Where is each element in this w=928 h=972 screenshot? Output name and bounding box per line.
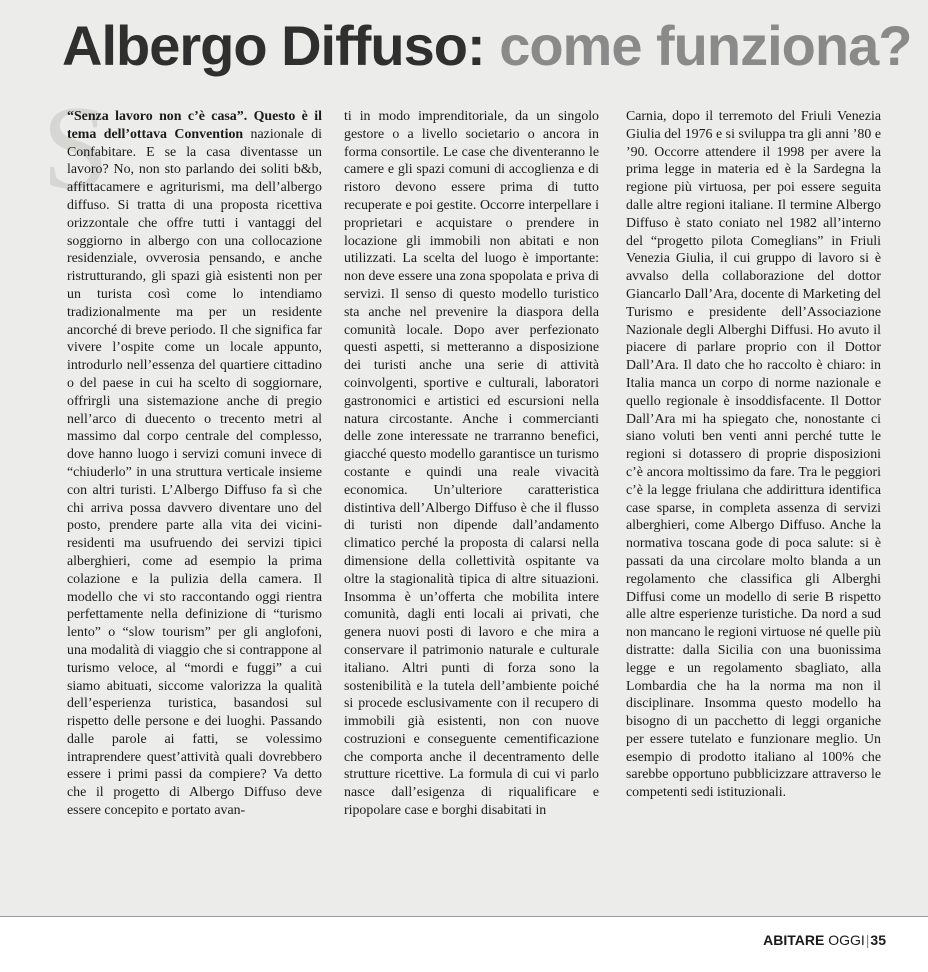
decorative-dropcap: S [42,81,109,214]
article-column-1 [67,108,322,820]
folio-separator: | [865,932,870,948]
column-1-text: nazionale di Confabitare. E se la casa diventasse un lavoro? No, non sto parlando dei soliti b&b, affittacamere e agriturismi, ma dell’albergo diffuso. Si tratta di una proposta ricettiva orizzontale che offre tutti i vantaggi del soggiorno in albergo con una collocazione residenziale, ovverosia pensando, e anche ristrutturando, gli spazi già esistenti non per un turista così come lo intendiamo tradizionalmente ma per un residente ancorché di breve periodo. Il che significa far vivere l’ospite come un locale appunto, introdurlo nell’essenza del quartiere cittadino o del paese in cui ha scelto di soggiornare, offrirgli una sistemazione anche di pregio nell’arco di duecento o trecento metri al massimo dal corpo centrale del complesso, dove hanno luogo i servizi comuni invece di “chiuderlo” in una struttura verticale insieme con altri turisti. L’Albergo Diffuso fa sì che chi arriva possa davvero diventare uno del posto, prendere parte alla vita dei vicini-residenti ma usufruendo dei servizi tipici alberghieri, come ad esempio la prima colazione e la pulizia della camera. Il modello che vi sto raccontando oggi rientra perfettamente nella definizione di “turismo lento” o “slow tourism” per gli anglofoni, una modalità di viaggio che si contrappone al turismo veloce, al “mordi e fuggi” a cui siamo abituati, siccome valorizza la qualità dell’esperienza turistica, basandosi sul rispetto delle persone e dei luoghi. Passando dalle parole ai fatti, se volessimo intraprendere quest’attività quali dovrebbero essere i primi passi da compiere? Va detto che il progetto di Albergo Diffuso deve essere concepito e portato avan- [67,126,322,819]
article-column-3 [626,108,881,802]
magazine-name-suffix: OGGI [828,932,865,948]
column-2-text: ti in modo imprenditoriale, da un singolo gestore o a livello societario o ancora in forma consortile. Le case che diventeranno le camere e gli spazi comuni di accoglienza e di ristoro devono essere prima di tutto recuperate e poi gestite. Occorre interpellare i proprietari e acquistare o prendere in locazione gli immobili non abitati e non utilizzati. La scelta del luogo è importante: non deve essere una zona spopolata e priva di servizi. Il senso di questo modello turistico sta anche nel prevenire la diaspora della comunità locale. Dopo aver perfezionato questi aspetti, si metteranno a disposizione dei turisti anche una serie di attività coinvolgenti, sportive e culturali, laboratori gastronomici e artistici ed escursioni nella natura circostante. Anche i commercianti delle zone interessate ne trarranno benefici, giacché questo modello garantisce un turismo costante e quindi una reale vivacità economica. Un’ulteriore caratteristica distintiva dell’Albergo Diffuso è che il flusso di turisti non dipende dall’andamento climatico perché la proposta di calarsi nella dimensione della collettività ospitante va oltre la stagionalità tipica di altre situazioni. Insomma è un’offerta che mobilita intere comunità, dagli enti locali ai privati, che genera nuovi posti di lavoro e che mira a conservare il patrimonio naturale e culturale italiano. Altri punti di forza sono la sostenibilità e la tutela dell’ambiente poiché si procede esclusivamente con il recupero di immobili già esistenti, non con nuove costruzioni e conseguente cementificazione che comporta anche il decentramento delle strutture ricettive. La formula di cui vi parlo nasce dall’esigenza di riqualificare e ripopolare case e borghi disabitati in [344,109,599,819]
title-part1: Albergo Diffuso: [62,14,485,77]
page-folio [763,932,886,948]
title-part2: come funziona? [499,14,912,77]
lead-in: “Senza lavoro non c’è casa”. Questo è il tema dell’ottava Convention [67,109,322,142]
page-title [62,6,911,86]
page-number: 35 [870,932,886,948]
column-3-text: Carnia, dopo il terremoto del Friuli Venezia Giulia del 1976 e si sviluppa tra gli anni ’80 e ’90. Occorre attendere il 1998 per avere la prima legge in materia ed è la Sardegna la regione più virtuosa, per poi essere seguita dalle altre regioni italiane. Il termine Albergo Diffuso è stato coniato nel 1982 all’interno del “progetto pilota Comeglians” in Friuli Venezia Giulia, il cui gruppo di lavoro si è avvalso della collaborazione del dottor Giancarlo Dall’Ara, docente di Marketing del Turismo e presidente dell’Associazione Nazionale degli Alberghi Diffusi. Ho avuto il piacere di parlare proprio con il Dottor Dall’Ara. Il dato che ho raccolto è chiaro: in Italia manca un corpo di norme nazionale e quello regionale è insoddisfacente. Il Dottor Dall’Ara mi ha spiegato che, nonostante ci siano voluti ben venti anni perché tutte le regioni si dotassero di proprie disposizioni c’è ancora moltissimo da fare. Tra le peggiori c’è la legge friulana che addirittura identifica case sparse, in completa assenza di servizi alberghieri, come Albergo Diffuso. Anche la normativa toscana gode di poca salute: si è passati da una circolare molto blanda a un regolamento che classifica gli Alberghi Diffusi come un modello di serie B rispetto alle altre esperienze turistiche. Da nord a sud non mancano le regioni virtuose né quelle più distratte: dalla Sicilia con una buonissima legge e un regolamento sbagliato, alla Lombardia che ha la norma ma non il disciplinare. Insomma questo modello ha bisogno di un pacchetto di leggi organiche per essere tutelato e funzionare meglio. Un esempio di prodotto italiano al 100% che sarebbe opportuno pubblicizzare attraverso le competenti sedi istituzionali. [626,109,881,801]
article-column-2 [344,108,599,820]
magazine-name: ABITARE [763,932,825,948]
